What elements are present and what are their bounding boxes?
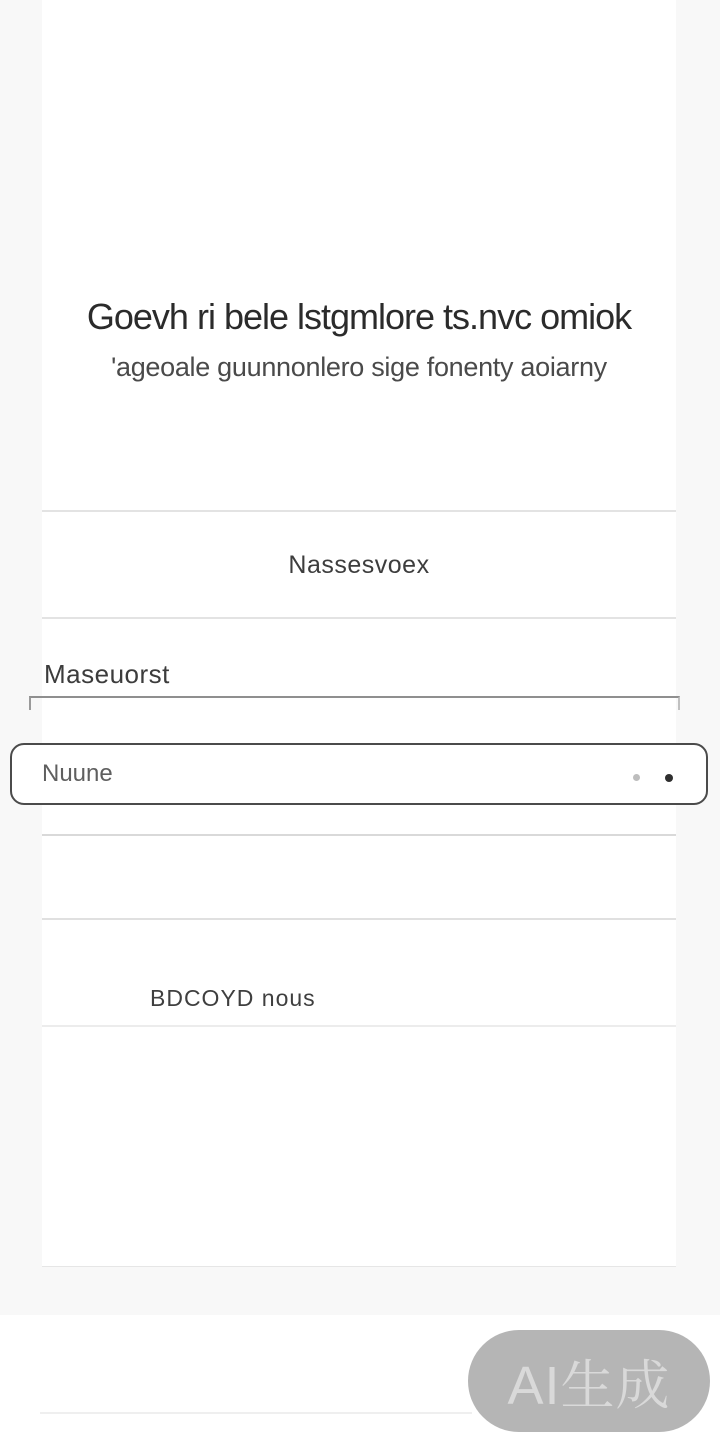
divider-section <box>42 617 676 619</box>
text-input[interactable] <box>12 745 706 803</box>
divider-below-input <box>42 834 676 836</box>
faint-dot-icon <box>633 774 640 781</box>
content-card <box>42 0 676 1267</box>
dark-dot-icon <box>665 774 673 782</box>
divider-empty-section <box>42 918 676 920</box>
footer-note-label: BDCOYD nous <box>150 985 316 1011</box>
divider-bottom <box>42 1025 676 1027</box>
text-input-container[interactable] <box>10 743 708 805</box>
field-label: Maseuorst <box>44 659 170 689</box>
ai-watermark-badge: AI生成 <box>468 1330 710 1432</box>
page-title: Goevh ri bele lstgmlore ts.nvc omiok <box>86 296 632 337</box>
divider-top <box>42 510 676 512</box>
partial-input-outline <box>29 696 680 710</box>
footer-faint-line <box>40 1412 472 1414</box>
section-header-label: Nassesvoex <box>288 551 430 579</box>
page-subtitle: 'ageoale guunnonlero sige fonenty aoiarny <box>111 352 607 382</box>
